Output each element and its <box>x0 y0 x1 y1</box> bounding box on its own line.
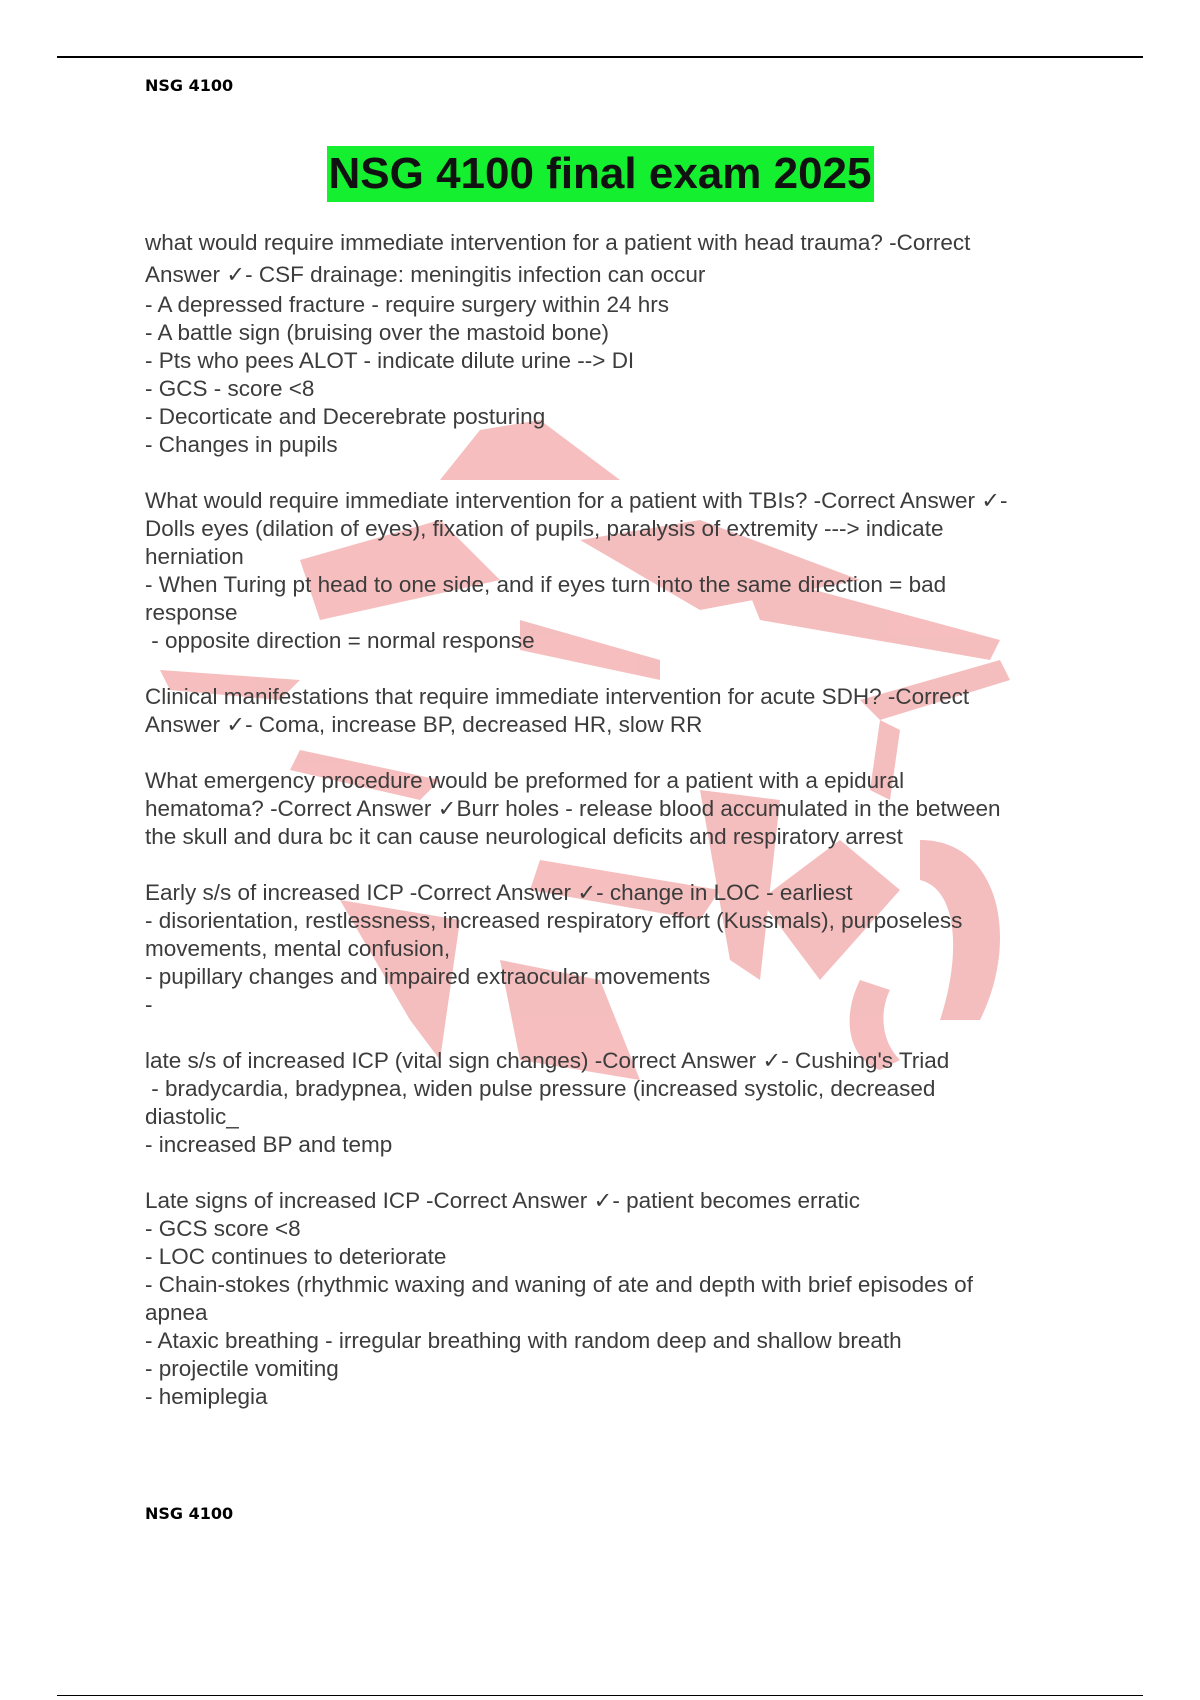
qa-line: - Chain-stokes (rhythmic waxing and waning of ate and depth with brief episodes of <box>145 1272 973 1297</box>
qa-line: - A battle sign (bruising over the mastoid bone) <box>145 320 610 345</box>
qa-line: Clinical manifestations that require immediate intervention for acute SDH? -Correct <box>145 684 970 709</box>
qa-line: - A depressed fracture - require surgery within 24 hrs <box>145 292 669 317</box>
qa-block-tbi <box>145 487 1095 655</box>
qa-line: - Pts who pees ALOT - indicate dilute urine --> DI <box>145 348 635 373</box>
qa-block-head-trauma <box>145 227 1095 459</box>
qa-line: response <box>145 600 238 625</box>
qa-line: - Changes in pupils <box>145 432 338 457</box>
qa-line: - disorientation, restlessness, increased respiratory effort (Kussmals), purposeless <box>145 908 963 933</box>
qa-line: - LOC continues to deteriorate <box>145 1244 447 1269</box>
qa-line: the skull and dura bc it can cause neurological deficits and respiratory arrest <box>145 824 903 849</box>
title-wrap <box>0 146 1200 202</box>
qa-line: - opposite direction = normal response <box>145 628 535 653</box>
bottom-rule <box>57 1695 1143 1696</box>
qa-line: - pupillary changes and impaired extraocular movements <box>145 964 711 989</box>
qa-line: Answer ✓- CSF drainage: meningitis infection can occur <box>145 262 706 287</box>
qa-block-late-icp-signs <box>145 1187 1095 1411</box>
qa-line: movements, mental confusion, <box>145 936 451 961</box>
qa-line: Late signs of increased ICP -Correct Answer ✓- patient becomes erratic <box>145 1188 861 1213</box>
qa-line: apnea <box>145 1300 208 1325</box>
qa-line: late s/s of increased ICP (vital sign changes) -Correct Answer ✓- Cushing's Triad <box>145 1048 950 1073</box>
qa-block-early-icp <box>145 879 1095 1019</box>
qa-line: - bradycardia, bradypnea, widen pulse pressure (increased systolic, decreased <box>145 1076 936 1101</box>
qa-line: What emergency procedure would be preformed for a patient with a epidural <box>145 768 905 793</box>
top-rule <box>57 56 1143 58</box>
document-title: NSG 4100 final exam 2025 <box>327 146 874 202</box>
qa-line: - projectile vomiting <box>145 1356 339 1381</box>
page-footer-label: NSG 4100 <box>145 1504 234 1523</box>
qa-line: herniation <box>145 544 244 569</box>
qa-line: - increased BP and temp <box>145 1132 393 1157</box>
qa-line: hematoma? -Correct Answer ✓Burr holes - release blood accumulated in the between <box>145 796 1001 821</box>
qa-line: - Decorticate and Decerebrate posturing <box>145 404 546 429</box>
qa-line: - Ataxic breathing - irregular breathing with random deep and shallow breath <box>145 1328 902 1353</box>
qa-line: what would require immediate intervention for a patient with head trauma? -Correct <box>145 230 971 255</box>
qa-block-epidural-hematoma <box>145 767 1095 851</box>
qa-block-late-icp-vitals <box>145 1047 1095 1159</box>
qa-line: Dolls eyes (dilation of eyes), fixation of pupils, paralysis of extremity ---> indicate <box>145 516 944 541</box>
qa-block-sdh <box>145 683 1095 739</box>
qa-line: - GCS score <8 <box>145 1216 301 1241</box>
qa-line: What would require immediate intervention for a patient with TBIs? -Correct Answer ✓- <box>145 488 1008 513</box>
qa-line: - GCS - score <8 <box>145 376 315 401</box>
page-header-label: NSG 4100 <box>145 76 234 95</box>
qa-line: - hemiplegia <box>145 1384 268 1409</box>
qa-content <box>145 227 1095 1411</box>
qa-line: diastolic_ <box>145 1104 239 1129</box>
qa-line: - When Turing pt head to one side, and if eyes turn into the same direction = bad <box>145 572 947 597</box>
qa-line: Early s/s of increased ICP -Correct Answer ✓- change in LOC - earliest <box>145 880 853 905</box>
qa-line: - <box>145 992 153 1017</box>
qa-line: Answer ✓- Coma, increase BP, decreased HR, slow RR <box>145 712 703 737</box>
